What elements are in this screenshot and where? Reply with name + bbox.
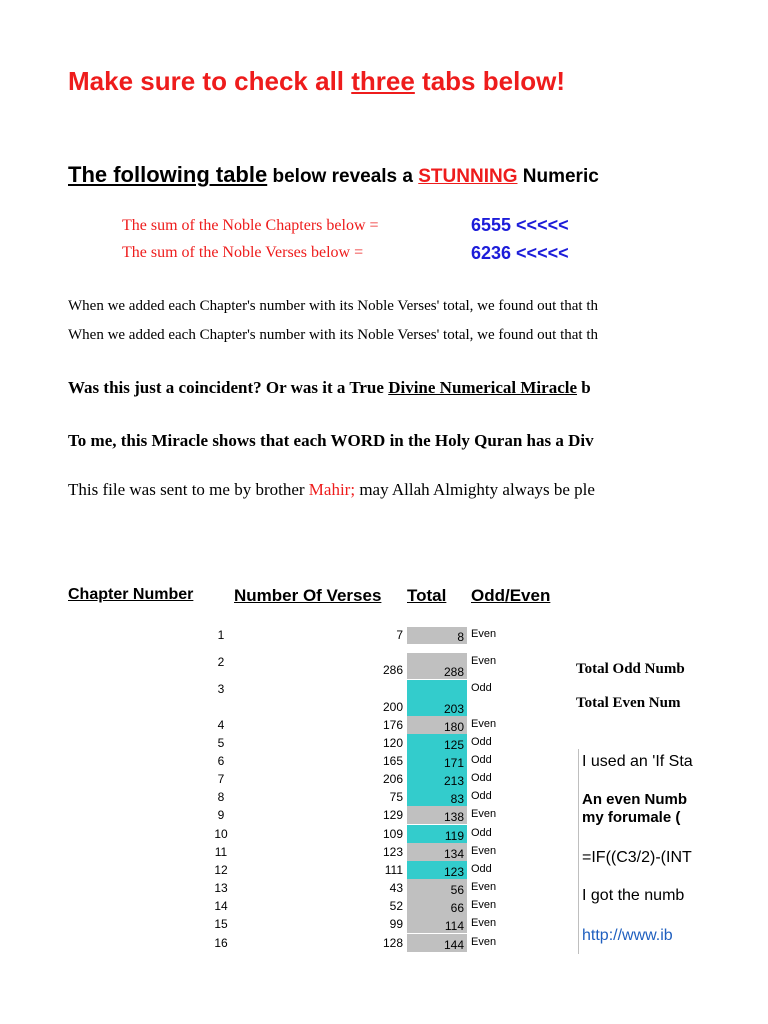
cell-total-value: 134 [443,847,464,861]
cell-total-value: 180 [443,720,464,734]
verses-sum-value: 6236 <<<<< [471,243,569,263]
cell-verses: 109 [382,827,403,841]
cell-chapter: 16 [214,936,228,950]
cell-chapter: 5 [217,736,225,750]
cell-total-value: 56 [450,883,464,897]
cell-total [407,680,467,716]
cell-odd-even: Even [471,808,497,820]
cell-total-value: 138 [443,810,464,824]
chapters-sum-label: The sum of the Noble Chapters below = [122,217,379,234]
cell-total [407,915,467,933]
cell-total-value: 288 [443,665,464,679]
note-line-3: my forumale ( [582,809,681,826]
cell-total-value: 123 [443,865,464,879]
cell-verses: 52 [389,899,403,913]
paragraph-1: When we added each Chapter's number with its Noble Verses' total, we found out that th [68,298,598,314]
cell-verses: 43 [389,881,403,895]
header-chapter-number: Chapter Number [68,586,194,603]
cell-odd-even: Odd [471,863,492,875]
header-total: Total [407,586,447,605]
note-box-border [578,749,579,954]
cell-odd-even: Even [471,655,497,667]
cell-chapter: 15 [214,917,228,931]
cell-verses: 75 [389,790,403,804]
cell-chapter: 9 [217,808,225,822]
cell-total-value: 114 [444,919,464,933]
cell-total-value: 66 [450,901,464,915]
cell-verses: 123 [382,845,403,859]
banner-title: Make sure to check all three tabs below! [68,66,566,96]
cell-total [407,716,467,734]
cell-total-value: 119 [444,829,464,843]
cell-chapter: 4 [217,718,225,732]
paragraph-4: To me, this Miracle shows that each WORD in the Holy Quran has a Div [68,431,594,450]
paragraph-5: This file was sent to me by brother Mahir; may Allah Almighty always be ple [68,480,595,499]
cell-verses: 111 [384,863,403,877]
cell-chapter: 12 [214,863,228,877]
note-line-5: I got the numb [582,887,685,904]
cell-verses: 286 [382,663,403,677]
cell-verses: 129 [382,808,403,822]
cell-odd-even: Odd [471,736,492,748]
cell-odd-even: Odd [471,827,492,839]
cell-total [407,653,467,679]
note-line-1: I used an 'If Sta [582,753,693,770]
cell-total [407,934,467,952]
cell-verses: 176 [382,718,403,732]
cell-total-value: 125 [443,738,464,752]
cell-total-value: 144 [443,938,464,952]
cell-chapter: 2 [217,655,225,669]
cell-chapter: 14 [214,899,228,913]
cell-odd-even: Even [471,899,497,911]
cell-total [407,843,467,861]
note-link[interactable]: http://www.ib [582,927,673,944]
cell-total [407,734,467,752]
chapters-sum-value: 6555 <<<<< [471,215,569,235]
total-odd-label: Total Odd Numb [576,661,685,677]
cell-verses: 200 [382,700,403,714]
cell-total-value: 213 [443,774,464,788]
cell-chapter: 1 [217,628,225,642]
cell-chapter: 8 [217,790,225,804]
cell-odd-even: Even [471,718,497,730]
note-line-2: An even Numb [582,791,688,808]
cell-verses: 7 [396,628,403,642]
cell-total [407,861,467,879]
header-number-of-verses: Number Of Verses [234,586,382,605]
cell-total-value: 171 [443,756,464,770]
cell-odd-even: Odd [471,772,492,784]
cell-total [407,627,467,644]
cell-total [407,752,467,770]
cell-total-value: 8 [457,630,464,644]
cell-odd-even: Odd [471,682,492,694]
headline: The following table below reveals a STUNNING Numeric [68,162,599,187]
cell-chapter: 7 [217,772,225,786]
cell-total [407,897,467,915]
cell-odd-even: Even [471,881,497,893]
cell-chapter: 13 [214,881,228,895]
cell-total-value: 203 [443,702,464,716]
total-even-label: Total Even Num [576,695,681,711]
paragraph-3: Was this just a coincident? Or was it a True Divine Numerical Miracle b [68,378,591,397]
cell-chapter: 11 [214,845,228,859]
cell-odd-even: Even [471,845,497,857]
cell-chapter: 10 [214,827,228,841]
cell-verses: 128 [382,936,403,950]
cell-verses: 120 [382,736,403,750]
cell-odd-even: Even [471,936,497,948]
cell-total [407,788,467,806]
cell-total [407,825,467,843]
cell-verses: 165 [382,754,403,768]
cell-total-value: 83 [450,792,464,806]
cell-odd-even: Odd [471,790,492,802]
cell-odd-even: Odd [471,754,492,766]
cell-chapter: 3 [217,682,225,696]
cell-odd-even: Even [471,917,497,929]
cell-odd-even: Even [471,628,497,640]
cell-total [407,879,467,897]
cell-chapter: 6 [217,754,225,768]
paragraph-2: When we added each Chapter's number with its Noble Verses' total, we found out that th [68,327,598,343]
verses-sum-label: The sum of the Noble Verses below = [122,244,364,261]
note-formula: =IF((C3/2)-(INT [582,849,692,866]
cell-verses: 99 [389,917,403,931]
cell-total [407,770,467,788]
cell-verses: 206 [382,772,403,786]
header-odd-even: Odd/Even [471,586,551,605]
cell-total [407,806,467,824]
